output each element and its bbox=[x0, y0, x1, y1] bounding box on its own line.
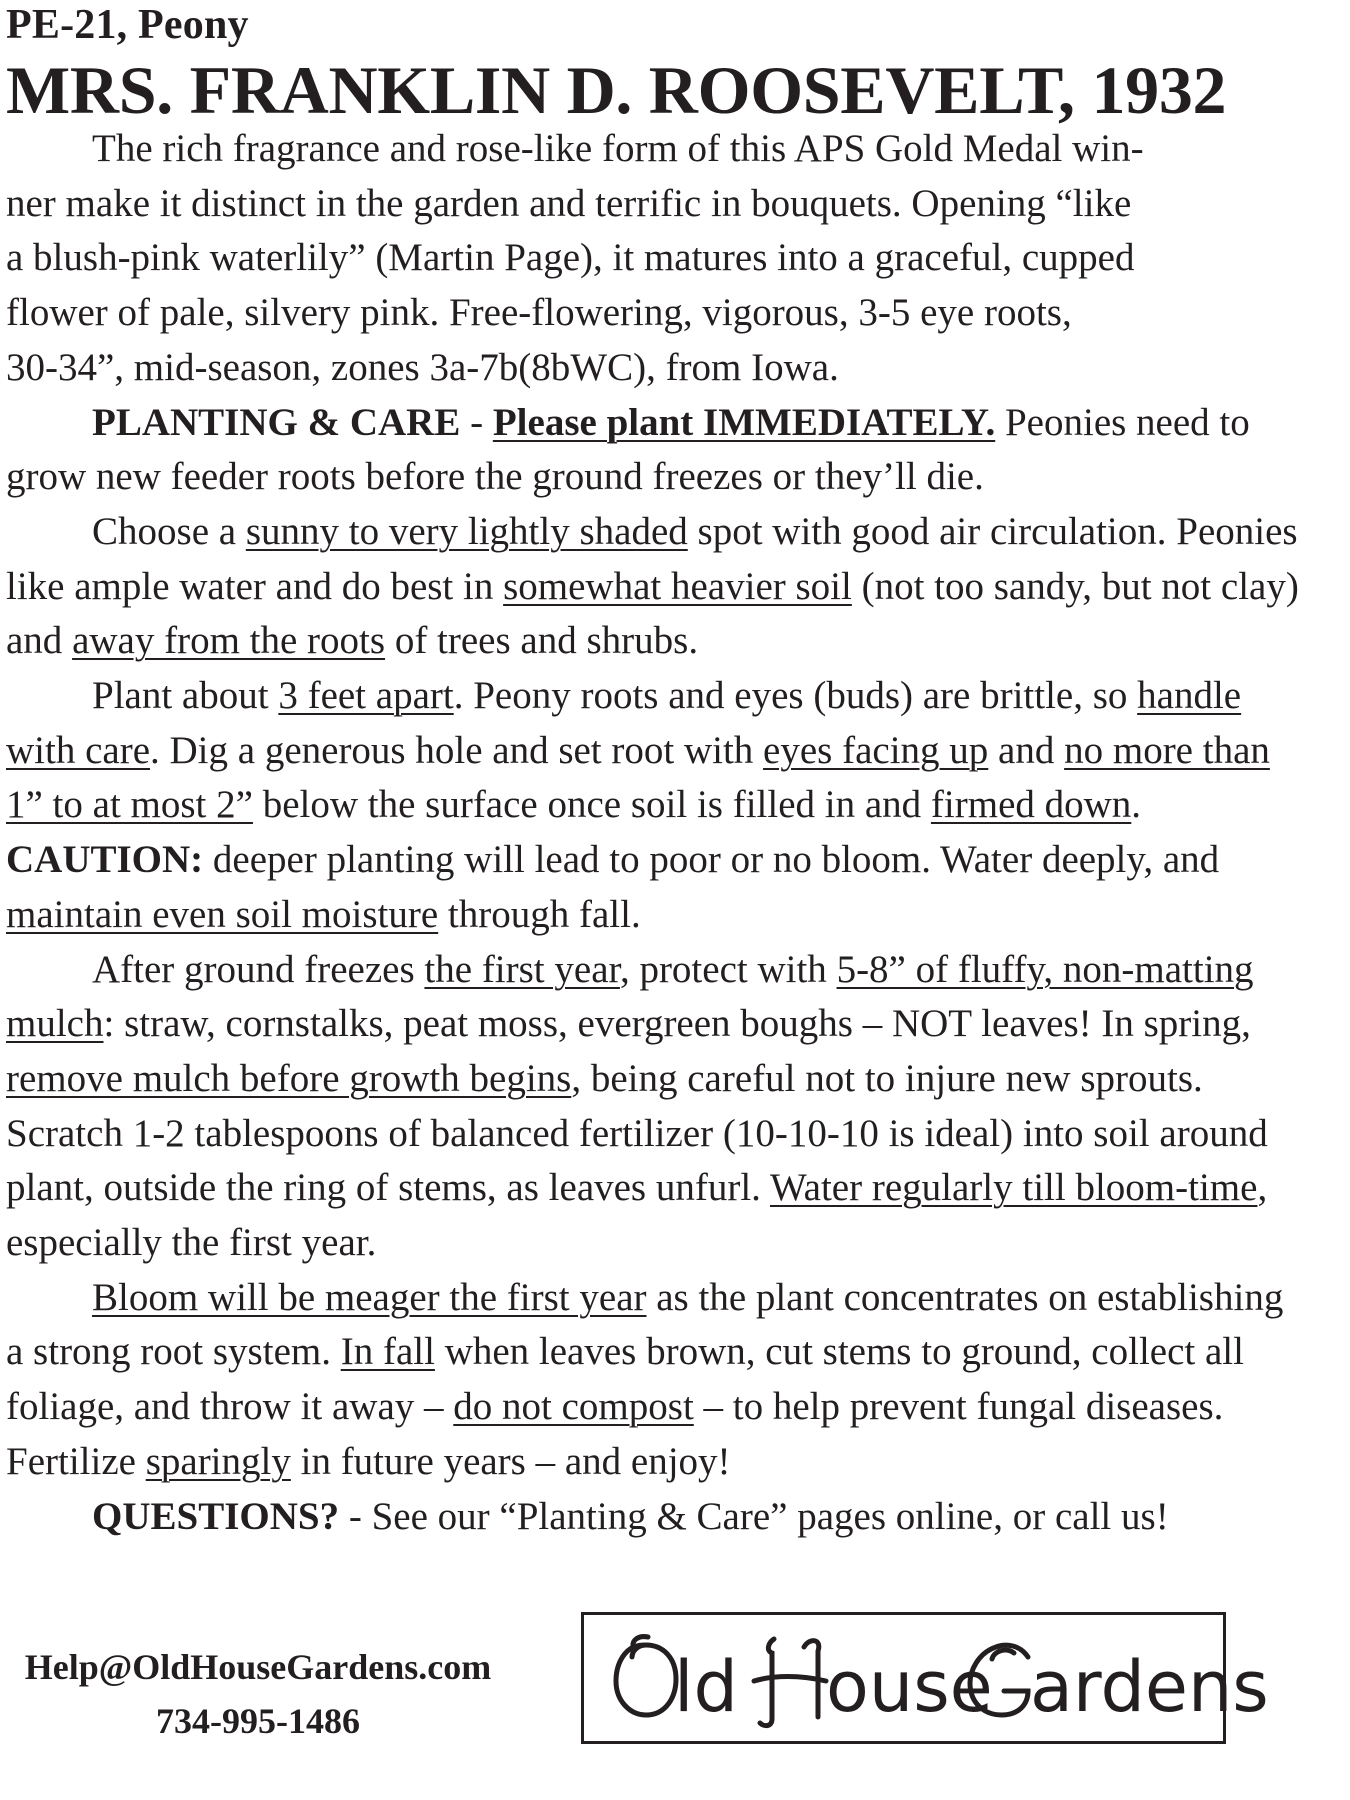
plant-handle-emphasis: handle with care bbox=[6, 674, 1242, 772]
bloom-text-2: when leaves brown, cut stems to ground, collect all foliage, and throw it away – bbox=[6, 1330, 1244, 1429]
bloom-text-4: in future years – and enjoy! bbox=[290, 1439, 731, 1483]
after-text-3: : straw, cornstalks, peat moss, evergreen boughs – NOT leaves! In spring, bbox=[103, 1002, 1251, 1046]
planting-care-paragraph bbox=[6, 396, 1306, 505]
site-soil-emphasis: somewhat heavier soil bbox=[503, 564, 852, 608]
planting-paragraph bbox=[6, 669, 1306, 943]
site-roots-emphasis: away from the roots bbox=[72, 619, 386, 663]
description-paragraph bbox=[6, 122, 1306, 396]
bloom-text-3: – to help prevent fungal diseases. Fertilize bbox=[6, 1385, 1224, 1483]
plant-text-2: . Peony roots and eyes (buds) are brittle, so bbox=[453, 674, 1138, 718]
bloom-sparingly-emphasis: sparingly bbox=[145, 1439, 291, 1483]
after-text-5: , especially the first year. bbox=[6, 1166, 1268, 1265]
questions-text: - See our “Planting & Care” pages online, or call us! bbox=[339, 1494, 1169, 1538]
plant-immediately-note: Please plant IMMEDIATELY. bbox=[492, 400, 996, 444]
questions-heading: QUESTIONS? bbox=[92, 1494, 340, 1538]
plant-eyes-emphasis: eyes facing up bbox=[763, 728, 989, 772]
mulch-paragraph bbox=[6, 943, 1306, 1271]
questions-paragraph bbox=[6, 1490, 1306, 1545]
plant-text-1: Plant about bbox=[92, 674, 279, 718]
instruction-sheet bbox=[6, 0, 1306, 1544]
heading-separator: - bbox=[460, 400, 493, 444]
page-title: MRS. FRANKLIN D. ROOSEVELT, 1932 bbox=[6, 52, 1227, 128]
after-text-4: , being careful not to injure new sprouts. Scratch 1-2 tablespoons of balanced fertilizer (10-10-10 is ideal) into soil around plant, outside the ring of stems, as leaves unfurl. bbox=[6, 1056, 1268, 1210]
after-first-year-emphasis: the first year bbox=[424, 947, 620, 991]
plant-text-7: deeper planting will lead to poor or no bloom. Water deeply, and bbox=[203, 838, 1220, 882]
description-line-4: flower of pale, silvery pink. Free-flowering, vigorous, 3-5 eye roots, bbox=[6, 291, 1072, 335]
description-line-1: The rich fragrance and rose-like form of this APS Gold Medal win- bbox=[92, 127, 1144, 170]
site-text-2: spot with good air circulation. Peonies like ample water and do best in bbox=[6, 509, 1298, 608]
site-text-4: of trees and shrubs. bbox=[385, 619, 699, 663]
description-line-2: ner make it distinct in the garden and terrific in bouquets. Opening “like bbox=[6, 181, 1132, 225]
product-code: PE-21, Peony bbox=[6, 2, 249, 48]
description-line-3: a blush-pink waterlily” (Martin Page), it matures into a graceful, cupped bbox=[6, 236, 1135, 280]
plant-text-8: through fall. bbox=[438, 892, 641, 936]
plant-moisture-emphasis: maintain even soil moisture bbox=[6, 892, 439, 936]
contact-phone[interactable]: 734-995-1486 bbox=[156, 1701, 360, 1741]
site-paragraph bbox=[6, 505, 1306, 669]
after-text-1: After ground freezes bbox=[92, 947, 425, 991]
site-text-1: Choose a bbox=[92, 509, 246, 553]
planting-care-heading: PLANTING & CARE bbox=[92, 400, 461, 444]
after-water-emphasis: Water regularly till bloom-time bbox=[769, 1166, 1258, 1210]
site-text-3: (not too sandy, but not clay) and bbox=[6, 564, 1299, 663]
caution-label: CAUTION: bbox=[6, 838, 204, 882]
after-mulch-emphasis: 5-8” of fluffy, non-matting mulch bbox=[6, 947, 1254, 1046]
brand-logo bbox=[581, 1612, 1269, 1744]
description-line-5: 30-34”, mid-season, zones 3a-7b(8bWC), from Iowa. bbox=[6, 345, 839, 389]
after-remove-mulch-emphasis: remove mulch before growth begins bbox=[6, 1056, 572, 1100]
plant-depth-emphasis: no more than 1” to at most 2” bbox=[6, 728, 1270, 827]
brand-logo-wordmark bbox=[604, 1623, 1269, 1733]
bloom-no-compost-emphasis: do not compost bbox=[453, 1385, 694, 1429]
plant-spacing-emphasis: 3 feet apart bbox=[278, 674, 454, 718]
plant-text-4: and bbox=[988, 728, 1065, 772]
bloom-text-1: as the plant concentrates on establishing a strong root system. bbox=[6, 1275, 1284, 1374]
plant-text-3: . Dig a generous hole and set root with bbox=[150, 728, 764, 772]
planting-text: Peonies need to grow new feeder roots before the ground freezes or they’ll die. bbox=[6, 400, 1250, 499]
logo-letters-ouse: ouse bbox=[825, 1646, 993, 1728]
bloom-meager-emphasis: Bloom will be meager the first year bbox=[92, 1275, 647, 1319]
bloom-paragraph bbox=[6, 1271, 1306, 1490]
plant-text-5: below the surface once soil is filled in and bbox=[252, 783, 931, 827]
after-text-2: , protect with bbox=[619, 947, 837, 991]
contact-block bbox=[8, 1640, 508, 1748]
contact-email[interactable]: Help@OldHouseGardens.com bbox=[24, 1647, 492, 1687]
plant-text-6: . bbox=[1131, 783, 1142, 827]
plant-firmed-emphasis: firmed down bbox=[930, 783, 1132, 827]
logo-letters-ld: ld bbox=[673, 1646, 738, 1728]
logo-letters-ardens: ardens bbox=[1029, 1646, 1269, 1728]
site-sun-emphasis: sunny to very lightly shaded bbox=[245, 509, 688, 553]
bloom-fall-emphasis: In fall bbox=[340, 1330, 435, 1374]
